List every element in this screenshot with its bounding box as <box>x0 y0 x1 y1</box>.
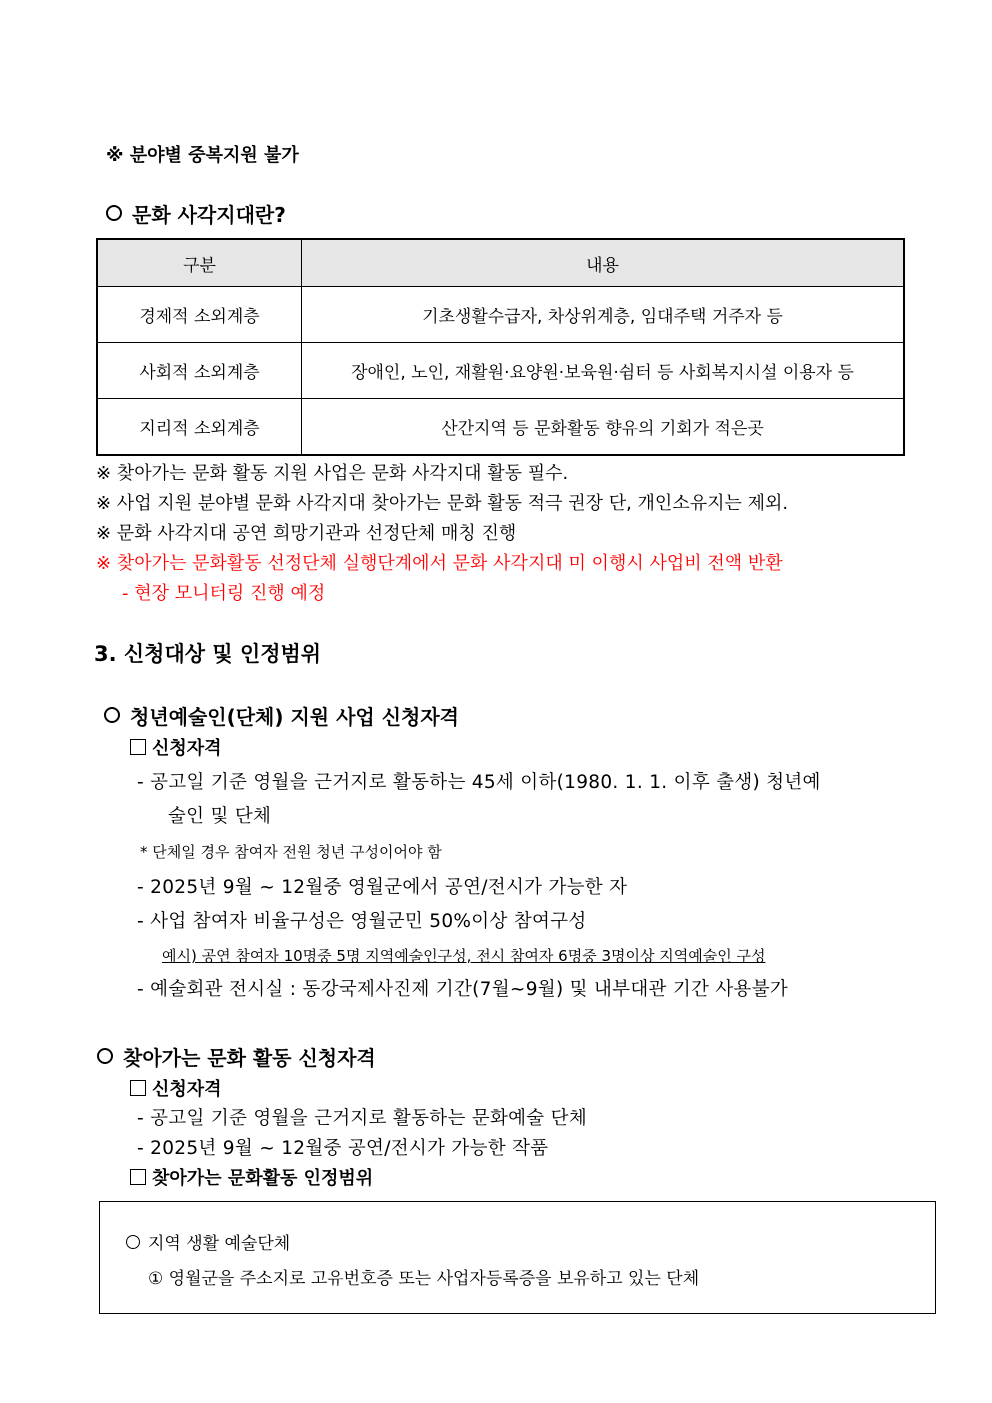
checkbox-square-icon <box>130 1080 146 1096</box>
youth-line-4: - 예술회관 전시실 : 동강국제사진제 기간(7월~9월) 및 내부대관 기간 사용불가 <box>137 979 789 1000</box>
table-header-content: 내용 <box>302 239 905 287</box>
visiting-scope-subheading-text: 찾아가는 문화활동 인정범위 <box>152 1168 374 1189</box>
table-row <box>97 399 904 456</box>
youth-line-2: - 2025년 9월 ~ 12월중 영월군에서 공연/전시가 가능한 자 <box>137 877 628 898</box>
table-row <box>97 343 904 399</box>
table-cell-content: 산간지역 등 문화활동 향유의 기회가 적은곳 <box>302 399 905 456</box>
youth-example-note: 예시) 공연 참여자 10명중 5명 지역예술인구성, 전시 참여자 6명중 3명이상 지역예술인 구성 <box>162 947 766 965</box>
table-cell-category: 지리적 소외계층 <box>97 399 302 456</box>
table-cell-content: 장애인, 노인, 재활원·요양원·보육원·쉼터 등 사회복지시설 이용자 등 <box>302 343 905 399</box>
table-cell-category: 사회적 소외계층 <box>97 343 302 399</box>
checkbox-square-icon <box>130 1169 146 1185</box>
duplicate-support-note: ※ 분야별 중복지원 불가 <box>106 145 299 166</box>
youth-line-3: - 사업 참여자 비율구성은 영월군민 50%이상 참여구성 <box>137 911 587 932</box>
youth-group-note: * 단체일 경우 참여자 전원 청년 구성이어야 함 <box>140 843 442 861</box>
youth-artist-heading <box>104 701 459 730</box>
youth-line-1b: 술인 및 단체 <box>168 806 272 827</box>
refund-warning: ※ 찾아가는 문화활동 선정단체 실행단계에서 문화 사각지대 미 이행시 사업비 전액 반환 <box>96 553 783 574</box>
visiting-culture-heading <box>97 1042 376 1071</box>
table-cell-content: 기초생활수급자, 차상위계층, 임대주택 거주자 등 <box>302 287 905 343</box>
note-line: ※ 찾아가는 문화 활동 지원 사업은 문화 사각지대 활동 필수. <box>96 463 569 484</box>
youth-line-1a: - 공고일 기준 영월을 근거지로 활동하는 45세 이하(1980. 1. 1. 이후 출생) 청년예 <box>137 772 821 793</box>
visiting-eligibility-subheading-text: 신청자격 <box>152 1079 222 1100</box>
table-row <box>97 287 904 343</box>
circle-bullet-icon <box>104 707 120 723</box>
box-item: ① 영월군을 주소지로 고유번호증 또는 사업자등록증을 보유하고 있는 단체 <box>148 1269 700 1289</box>
youth-eligibility-subheading <box>130 734 222 760</box>
visiting-culture-heading-text: 찾아가는 문화 활동 신청자격 <box>123 1046 376 1070</box>
monitoring-note: - 현장 모니터링 진행 예정 <box>122 583 326 604</box>
box-title <box>126 1229 290 1254</box>
visiting-line-1: - 공고일 기준 영월을 근거지로 활동하는 문화예술 단체 <box>137 1108 588 1129</box>
table-header-row <box>97 239 904 287</box>
cultural-blindspot-table <box>96 238 905 456</box>
visiting-line-2: - 2025년 9월 ~ 12월중 공연/전시가 가능한 작품 <box>137 1138 549 1159</box>
checkbox-square-icon <box>130 739 146 755</box>
youth-eligibility-subheading-text: 신청자격 <box>152 738 222 759</box>
hollow-circle-icon <box>126 1235 140 1249</box>
table-cell-category: 경제적 소외계층 <box>97 287 302 343</box>
visiting-scope-subheading <box>130 1164 373 1190</box>
recognition-scope-box <box>99 1201 936 1314</box>
note-line: ※ 사업 지원 분야별 문화 사각지대 찾아가는 문화 활동 적극 권장 단, 개인소유지는 제외. <box>96 493 789 514</box>
note-line: ※ 문화 사각지대 공연 희망기관과 선정단체 매칭 진행 <box>96 523 517 544</box>
box-title-text: 지역 생활 예술단체 <box>148 1234 291 1254</box>
cultural-blindspot-heading-text: 문화 사각지대란? <box>132 203 286 227</box>
youth-artist-heading-text: 청년예술인(단체) 지원 사업 신청자격 <box>130 705 459 729</box>
circle-bullet-icon <box>106 205 122 221</box>
section-3-title: 3. 신청대상 및 인정범위 <box>94 642 322 666</box>
circle-bullet-icon <box>97 1048 113 1064</box>
cultural-blindspot-heading <box>106 199 286 228</box>
table-header-category: 구분 <box>97 239 302 287</box>
visiting-eligibility-subheading <box>130 1075 222 1101</box>
